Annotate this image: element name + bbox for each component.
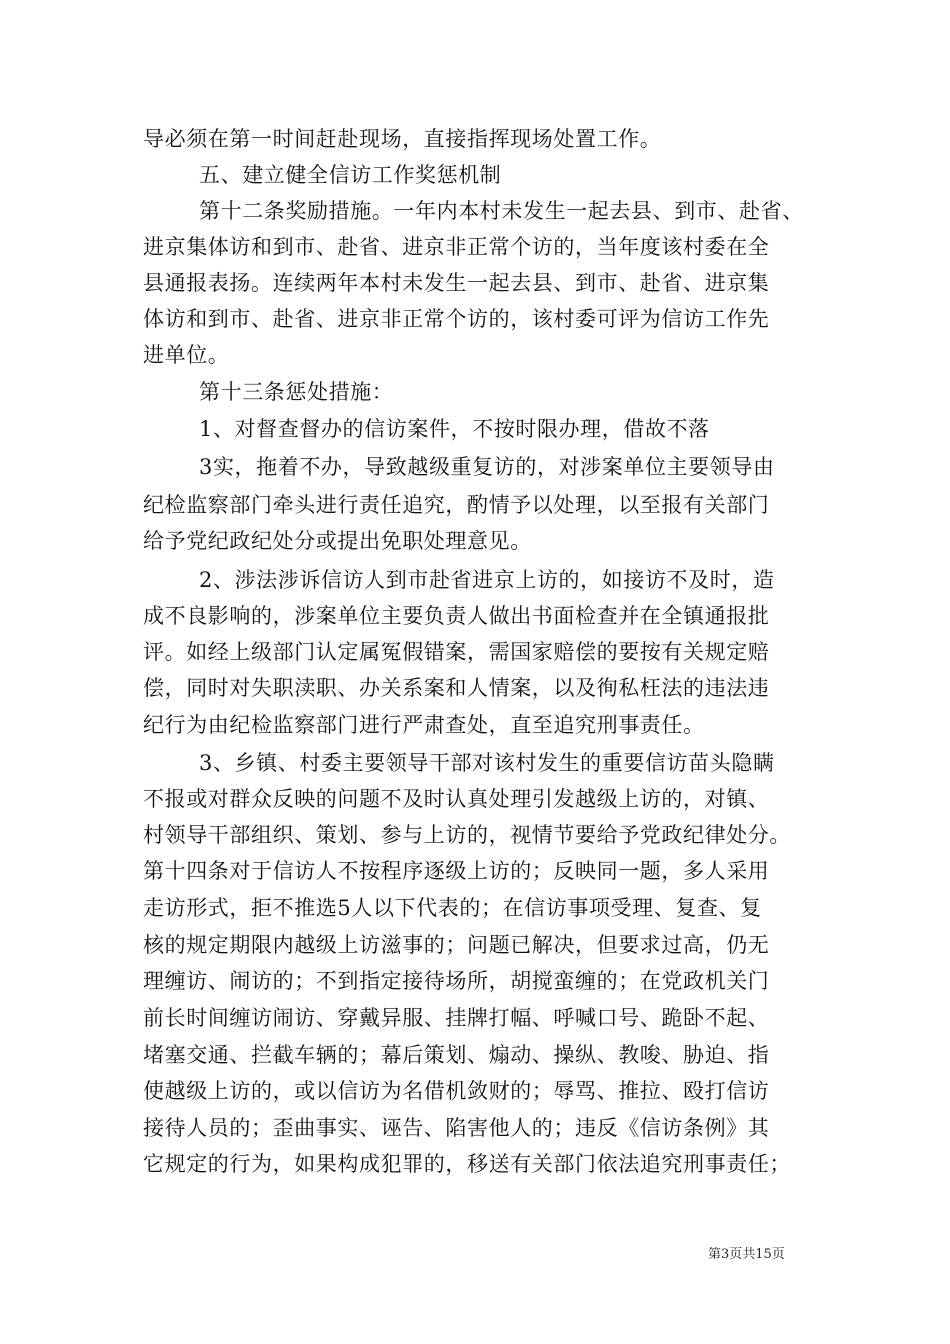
text-line: 第十二条奖励措施。一年内本村未发生一起去县、到市、赴省、 [199,199,804,223]
text-line: 偿，同时对失职渎职、办关系案和人情案，以及徇私枉法的违法违 [143,676,770,700]
text-line: 纪检监察部门牵头进行责任追究，酌情予以处理，以至报有关部门 [143,493,770,517]
text-line: 评。如经上级部门认定属冤假错案，需国家赔偿的要按有关规定赔 [143,640,770,664]
text-line: 3实，拖着不办，导致越级重复访的，对涉案单位主要领导由 [199,455,775,479]
text-line: 使越级上访的，或以信访为名借机敛财的；辱骂、推拉、殴打信访 [143,1079,770,1103]
text-line: 理缠访、闹访的；不到指定接待场所，胡搅蛮缠的；在党政机关门 [143,969,770,993]
text-line: 走访形式，拒不推选5人以下代表的；在信访事项受理、复查、复 [143,896,762,920]
text-line: 不报或对群众反映的问题不及时认真处理引发越级上访的，对镇、 [143,787,770,811]
text-line: 第十四条对于信访人不按程序逐级上访的；反映同一题，多人采用 [143,859,770,883]
text-line: 接待人员的；歪曲事实、诬告、陷害他人的；违反《信访条例》其 [143,1116,770,1140]
text-line: 进京集体访和到市、赴省、进京非正常个访的，当年度该村委在全 [143,235,770,259]
text-line: 第十三条惩处措施： [199,380,394,404]
text-line: 堵塞交通、拦截车辆的；幕后策划、煽动、操纵、教唆、胁迫、指 [143,1043,770,1067]
text-line: 给予党纪政纪处分或提出免职处理意见。 [143,529,532,553]
text-line: 纪行为由纪检监察部门进行严肃查处，直至追究刑事责任。 [143,713,705,737]
text-line: 县通报表扬。连续两年本村未发生一起去县、到市、赴省、进京集 [143,271,770,295]
text-line: 村领导干部组织、策划、参与上访的，视情节要给予党政纪律处分。 [143,823,791,847]
text-line: 核的规定期限内越级上访滋事的；问题已解决，但要求过高，仍无 [143,933,770,957]
text-line: 它规定的行为，如果构成犯罪的，移送有关部门依法追究刑事责任； [143,1152,791,1176]
text-line: 进单位。 [143,343,230,367]
text-line: 2、涉法涉诉信访人到市赴省进京上访的，如接访不及时，造 [199,568,775,592]
text-line: 前长时间缠访闹访、穿戴异服、挂牌打幅、呼喊口号、跪卧不起、 [143,1006,770,1030]
page-number-footer: 第3页共15页 [708,1247,785,1262]
text-line: 3、乡镇、村委主要领导干部对该村发生的重要信访苗头隐瞒 [199,751,775,775]
text-line: 体访和到市、赴省、进京非正常个访的，该村委可评为信访工作先 [143,307,770,331]
text-line: 导必须在第一时间赶赴现场，直接指挥现场处置工作。 [143,127,662,151]
section-heading: 五、建立健全信访工作奖惩机制 [199,163,502,187]
text-line: 成不良影响的，涉案单位主要负责人做出书面检查并在全镇通报批 [143,604,770,628]
text-line: 1、对督查督办的信访案件，不按时限办理，借故不落 [199,417,710,441]
